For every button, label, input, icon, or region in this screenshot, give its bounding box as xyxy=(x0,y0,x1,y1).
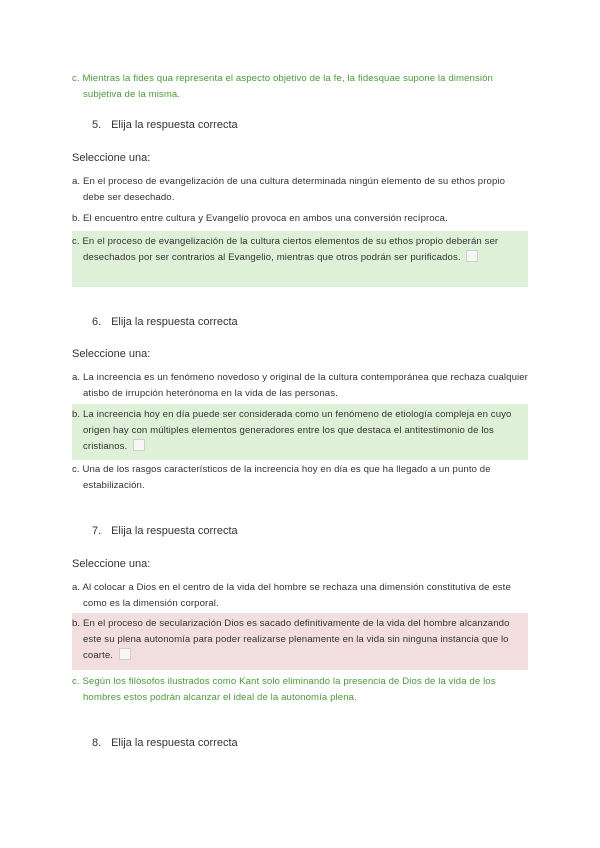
question-title: Elija la respuesta correcta xyxy=(111,737,238,749)
question-6-option-c[interactable] xyxy=(72,462,528,494)
option-prefix: c. xyxy=(72,464,80,475)
question-7-option-a[interactable] xyxy=(72,580,528,612)
question-number: 8. xyxy=(92,737,102,749)
question-7-prompt: Seleccione una: xyxy=(72,558,151,570)
option-text: Según los filósofos ilustrados como Kant solo eliminando la presencia de Dios de la vida de los hombres estos podrán alcanzar el ideal de la autonomía plena. xyxy=(82,676,496,703)
option-prefix: b. xyxy=(72,213,81,224)
question-title: Elija la respuesta correcta xyxy=(111,316,238,328)
option-text: Mientras la fides qua representa el aspecto objetivo de la fe, la fidesquae supone la dimensión subjetiva de la misma. xyxy=(82,73,493,100)
question-6-option-b-correct[interactable] xyxy=(72,404,528,460)
question-7-heading xyxy=(92,525,238,537)
answer-checkbox[interactable] xyxy=(466,250,478,262)
question-title: Elija la respuesta correcta xyxy=(111,525,238,537)
question-number: 6. xyxy=(92,316,102,328)
option-prefix: c. xyxy=(72,73,80,84)
option-text: En el proceso de evangelización de una cultura determinada ningún elemento de su ethos propio debe ser desechado. xyxy=(82,176,506,203)
question-6-prompt: Seleccione una: xyxy=(72,348,151,360)
answer-checkbox[interactable] xyxy=(133,439,145,451)
option-text: La increencia hoy en día puede ser considerada como un fenómeno de etiología compleja en cuyo origen hay con múltiples elementos generadores entre los que destaca el antitestimonio de los cristianos. xyxy=(82,409,512,452)
option-prefix: a. xyxy=(72,372,81,383)
question-7-option-c-correct[interactable] xyxy=(72,674,528,706)
option-text: Al colocar a Dios en el centro de la vida del hombre se rechaza una dimensión constitutiva de este como es la dimensión corporal. xyxy=(82,582,511,609)
question-title: Elija la respuesta correcta xyxy=(111,119,238,131)
option-prefix: c. xyxy=(72,236,80,247)
question-5-prompt: Seleccione una: xyxy=(72,152,151,164)
question-5-option-a[interactable] xyxy=(72,174,528,206)
question-5-option-b[interactable] xyxy=(72,211,528,227)
option-prefix: c. xyxy=(72,676,80,687)
question-7-option-b-incorrect[interactable] xyxy=(72,613,528,670)
question-number: 7. xyxy=(92,525,102,537)
question-6-heading xyxy=(92,316,238,328)
question-6-option-a[interactable] xyxy=(72,370,528,402)
question-4-option-c xyxy=(72,71,528,103)
option-text: En el proceso de evangelización de la cultura ciertos elementos de su ethos propio deberán ser desechados por ser contrarios al Evangelio, mientras que otros podrán ser purificados. xyxy=(82,236,499,263)
question-5-heading xyxy=(92,119,238,131)
option-prefix: b. xyxy=(72,618,81,629)
option-text: En el proceso de secularización Dios es sacado definitivamente de la vida del hombre alcanzando este su plena autonomía para poder realizarse plenamente en la vida sin ninguna instancia que lo coarte. xyxy=(82,618,510,661)
answer-checkbox[interactable] xyxy=(119,648,131,660)
option-prefix: a. xyxy=(72,582,81,593)
option-text: La increencia es un fenómeno novedoso y original de la cultura contemporánea que rechaza cualquier atisbo de irrupción heterónoma en la vida de las personas. xyxy=(82,372,528,399)
option-text: Una de los rasgos característicos de la increencia hoy en día es que ha llegado a un punto de estabilización. xyxy=(82,464,491,491)
option-prefix: b. xyxy=(72,409,81,420)
question-8-heading xyxy=(92,737,238,749)
option-prefix: a. xyxy=(72,176,81,187)
question-5-option-c-correct[interactable] xyxy=(72,231,528,287)
question-number: 5. xyxy=(92,119,102,131)
option-text: El encuentro entre cultura y Evangelio provoca en ambos una conversión recíproca. xyxy=(82,213,448,224)
